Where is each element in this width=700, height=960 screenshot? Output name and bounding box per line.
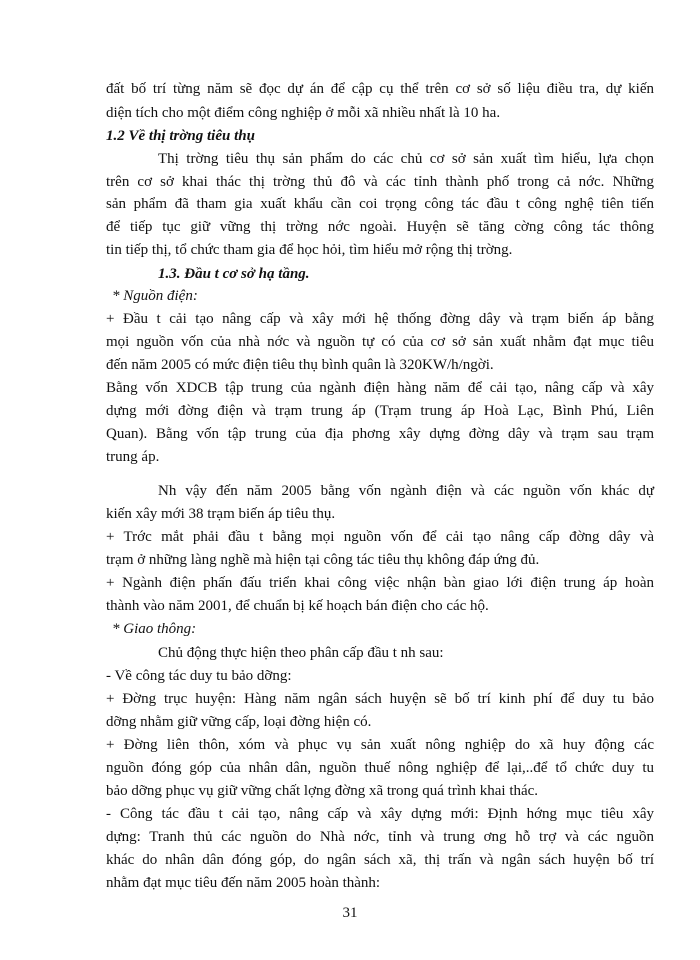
text-line: thành vào năm 2001, để chuẩn bị kế hoạch bán điện cho các hộ.	[106, 598, 489, 614]
section-heading: 1.3. Đầu t cơ sở hạ tầng.	[158, 266, 310, 282]
text-line: trên cơ sở khai thác thị trờng thủ đô và các tỉnh thành phố trong cả nớc. Những	[106, 174, 654, 190]
text-line: Thị trờng tiêu thụ sản phẩm do các chủ cơ sở sản xuất tìm hiểu, lựa chọn	[158, 151, 654, 167]
text-line: dỡng nhằm giữ vững cấp, loại đờng hiện có.	[106, 714, 372, 730]
text-line: Quan). Bằng vốn tập trung của địa phơng xây dựng đờng dây và trạm sau trạm	[106, 426, 654, 442]
text-line: - Về công tác duy tu bảo dỡng:	[106, 668, 292, 684]
section-heading: 1.2 Về thị trờng tiêu thụ	[106, 128, 255, 144]
text-line: Chủ động thực hiện theo phân cấp đầu t nh sau:	[158, 645, 444, 661]
text-line: + Đờng liên thôn, xóm và phục vụ sản xuất nông nghiệp do xã huy động các	[106, 737, 654, 753]
text-line: tin tiếp thị, tổ chức tham gia để học hỏi, tìm hiểu mở rộng thị trờng.	[106, 242, 513, 258]
text-line: + Trớc mắt phải đầu t bằng mọi nguồn vốn để cải tạo nâng cấp đờng dây và	[106, 529, 654, 545]
text-line: nguồn đóng góp của nhân dân, nguồn thuế nông nghiệp để lại,..để tổ chức duy tu	[106, 760, 654, 776]
text-line: đất bố trí từng năm sẽ đọc dự án để cập cụ thể trên cơ sở số liệu điều tra, dự kiến	[106, 81, 654, 97]
text-line: kiến xây mới 38 trạm biến áp tiêu thụ.	[106, 506, 336, 522]
text-line: + Đầu t cải tạo nâng cấp và xây mới hệ thống đờng dây và trạm biến áp bằng	[106, 311, 654, 327]
text-line: diện tích cho một điểm công nghiệp ở mỗi xã nhiều nhất là 10 ha.	[106, 105, 501, 121]
text-line: khác do nhân dân đóng góp, do ngân sách xã, thị trấn và ngân sách huyện bố trí	[106, 852, 654, 868]
text-line: Bằng vốn XDCB tập trung của ngành điện hàng năm để cải tạo, nâng cấp và xây	[106, 380, 654, 396]
text-line: trạm ở những làng nghề mà hiện tại công tác tiêu thụ không đáp ứng đủ.	[106, 552, 540, 568]
page-number: 31	[342, 905, 358, 921]
text-line: Nh vậy đến năm 2005 bằng vốn ngành điện và các nguồn vốn khác dự	[158, 483, 654, 499]
text-line: bảo dỡng phục vụ giữ vững chất lợng đờng xã trong quá trình khai thác.	[106, 783, 539, 799]
text-line: dựng mới đờng điện và trạm trung áp (Trạm trung áp Hoà Lạc, Bình Phú, Liên	[106, 403, 654, 419]
text-line: dựng: Tranh thủ các nguồn do Nhà nớc, tỉnh và trung ơng hỗ trợ và các nguồn	[106, 829, 654, 845]
text-line: mọi nguồn vốn của nhà nớc và nguồn tự có của cơ sở sản xuất nhằm đạt mục tiêu	[106, 334, 654, 350]
text-line: đến năm 2005 có mức điện tiêu thụ bình quân là 320KW/h/ngời.	[106, 357, 494, 373]
subsection-heading: * Nguồn điện:	[112, 288, 198, 304]
text-line: + Đờng trục huyện: Hàng năm ngân sách huyện sẽ bố trí kinh phí để duy tu bảo	[106, 691, 654, 707]
text-line: nhằm đạt mục tiêu đến năm 2005 hoàn thành:	[106, 875, 381, 891]
text-line: + Ngành điện phấn đấu triển khai công việc nhận bàn giao lới điện trung áp hoàn	[106, 575, 654, 591]
subsection-heading: * Giao thông:	[112, 621, 197, 637]
text-line: sản phẩm đã tham gia xuất khẩu cần coi trọng công tác đầu t công nghệ tiên tiến	[106, 196, 654, 212]
text-line: trung áp.	[106, 449, 160, 465]
text-line: để tiếp tục giữ vững thị trờng nớc ngoài. Huyện sẽ tăng cờng công tác thông	[106, 219, 654, 235]
text-line: - Công tác đầu t cải tạo, nâng cấp và xây dựng mới: Định hớng mục tiêu xây	[106, 806, 654, 822]
